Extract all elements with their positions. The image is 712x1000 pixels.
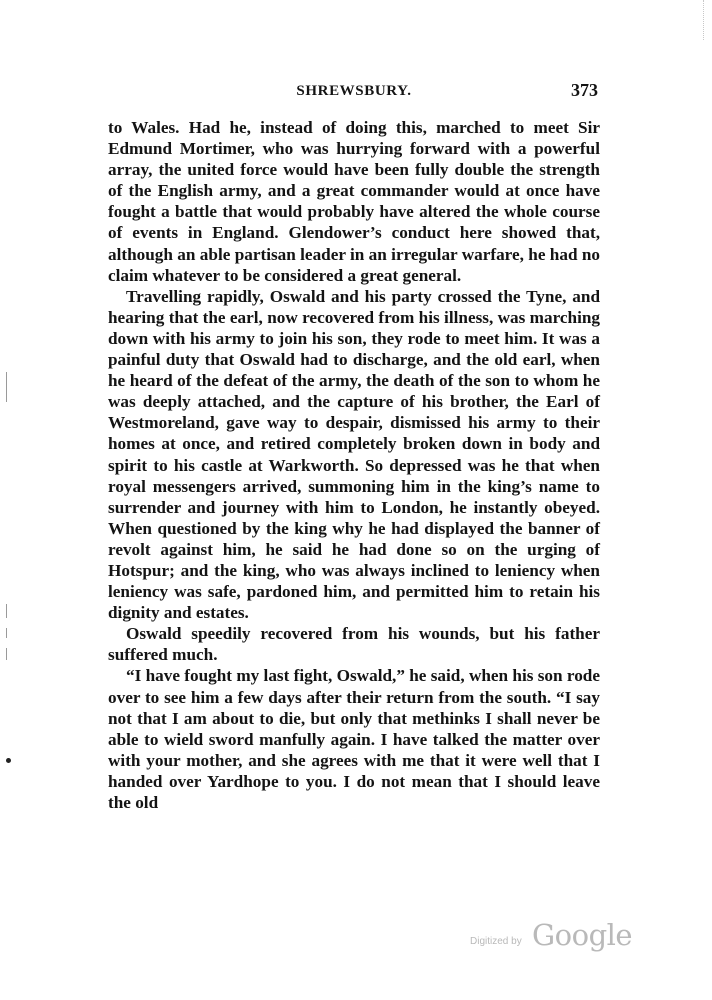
running-title: SHREWSBURY. <box>296 83 412 99</box>
paragraph: Travelling rapidly, Oswald and his party crossed the Tyne, and hearing that the earl, now recovered from his illness, was marching down with his army to join his son, they rode to meet him. It was a painful duty that Oswald had to discharge, and the old earl, when he heard of the defeat of the army, the death of the son to whom he was deeply attached, and the capture of his brother, the Earl of Westmoreland, gave way to despair, dismissed his army to their homes at once, and retired completely broken down in body and spirit to his castle at Warkworth. So depressed was he that when royal messengers arrived, summoning him in the king’s name to surrender and journey with him to London, he instantly obeyed. When questioned by the king why he had displayed the banner of revolt against him, he said he had done so on the urging of Hotspur; and the king, who was always inclined to leniency when leniency was safe, pardoned him, and permitted him to retain his dignity and estates. <box>108 286 600 623</box>
left-margin-marks <box>0 0 20 1000</box>
google-watermark <box>470 918 633 958</box>
margin-mark <box>6 648 7 660</box>
body-text <box>108 117 600 813</box>
paragraph: Oswald speedily recovered from his wounds, but his father suffered much. <box>108 624 600 665</box>
margin-mark <box>6 628 7 638</box>
page-header <box>108 80 600 104</box>
paragraph: to Wales. Had he, instead of doing this, marched to meet Sir Edmund Mortimer, who was hurrying forward with a powerful array, the united force would have been fully double the strength of the English army, and a great commander would at once have fought a battle that would probably have altered the whole course of events in England. Glendower’s conduct here showed that, although an able partisan leader in an irregular warfare, he had no claim whatever to be considered a great general. <box>108 118 600 285</box>
paragraph: “I have fought my last fight, Oswald,” he said, when his son rode over to see him a few days after their return from the south. “I say not that I am about to die, but only that methinks I shall never be able to wield sword manfully again. I have talked the matter over with your mother, and she agrees with me that it were well that I handed over Yardhope to you. I do not mean that I should leave the old <box>108 666 600 812</box>
page-number: 373 <box>571 80 598 100</box>
page-edge-dots <box>701 0 704 40</box>
watermark-prefix: Digitized by <box>470 936 522 947</box>
margin-mark <box>6 372 7 402</box>
margin-mark <box>6 604 7 618</box>
margin-dot <box>6 758 11 763</box>
google-logo: Google <box>532 918 633 952</box>
